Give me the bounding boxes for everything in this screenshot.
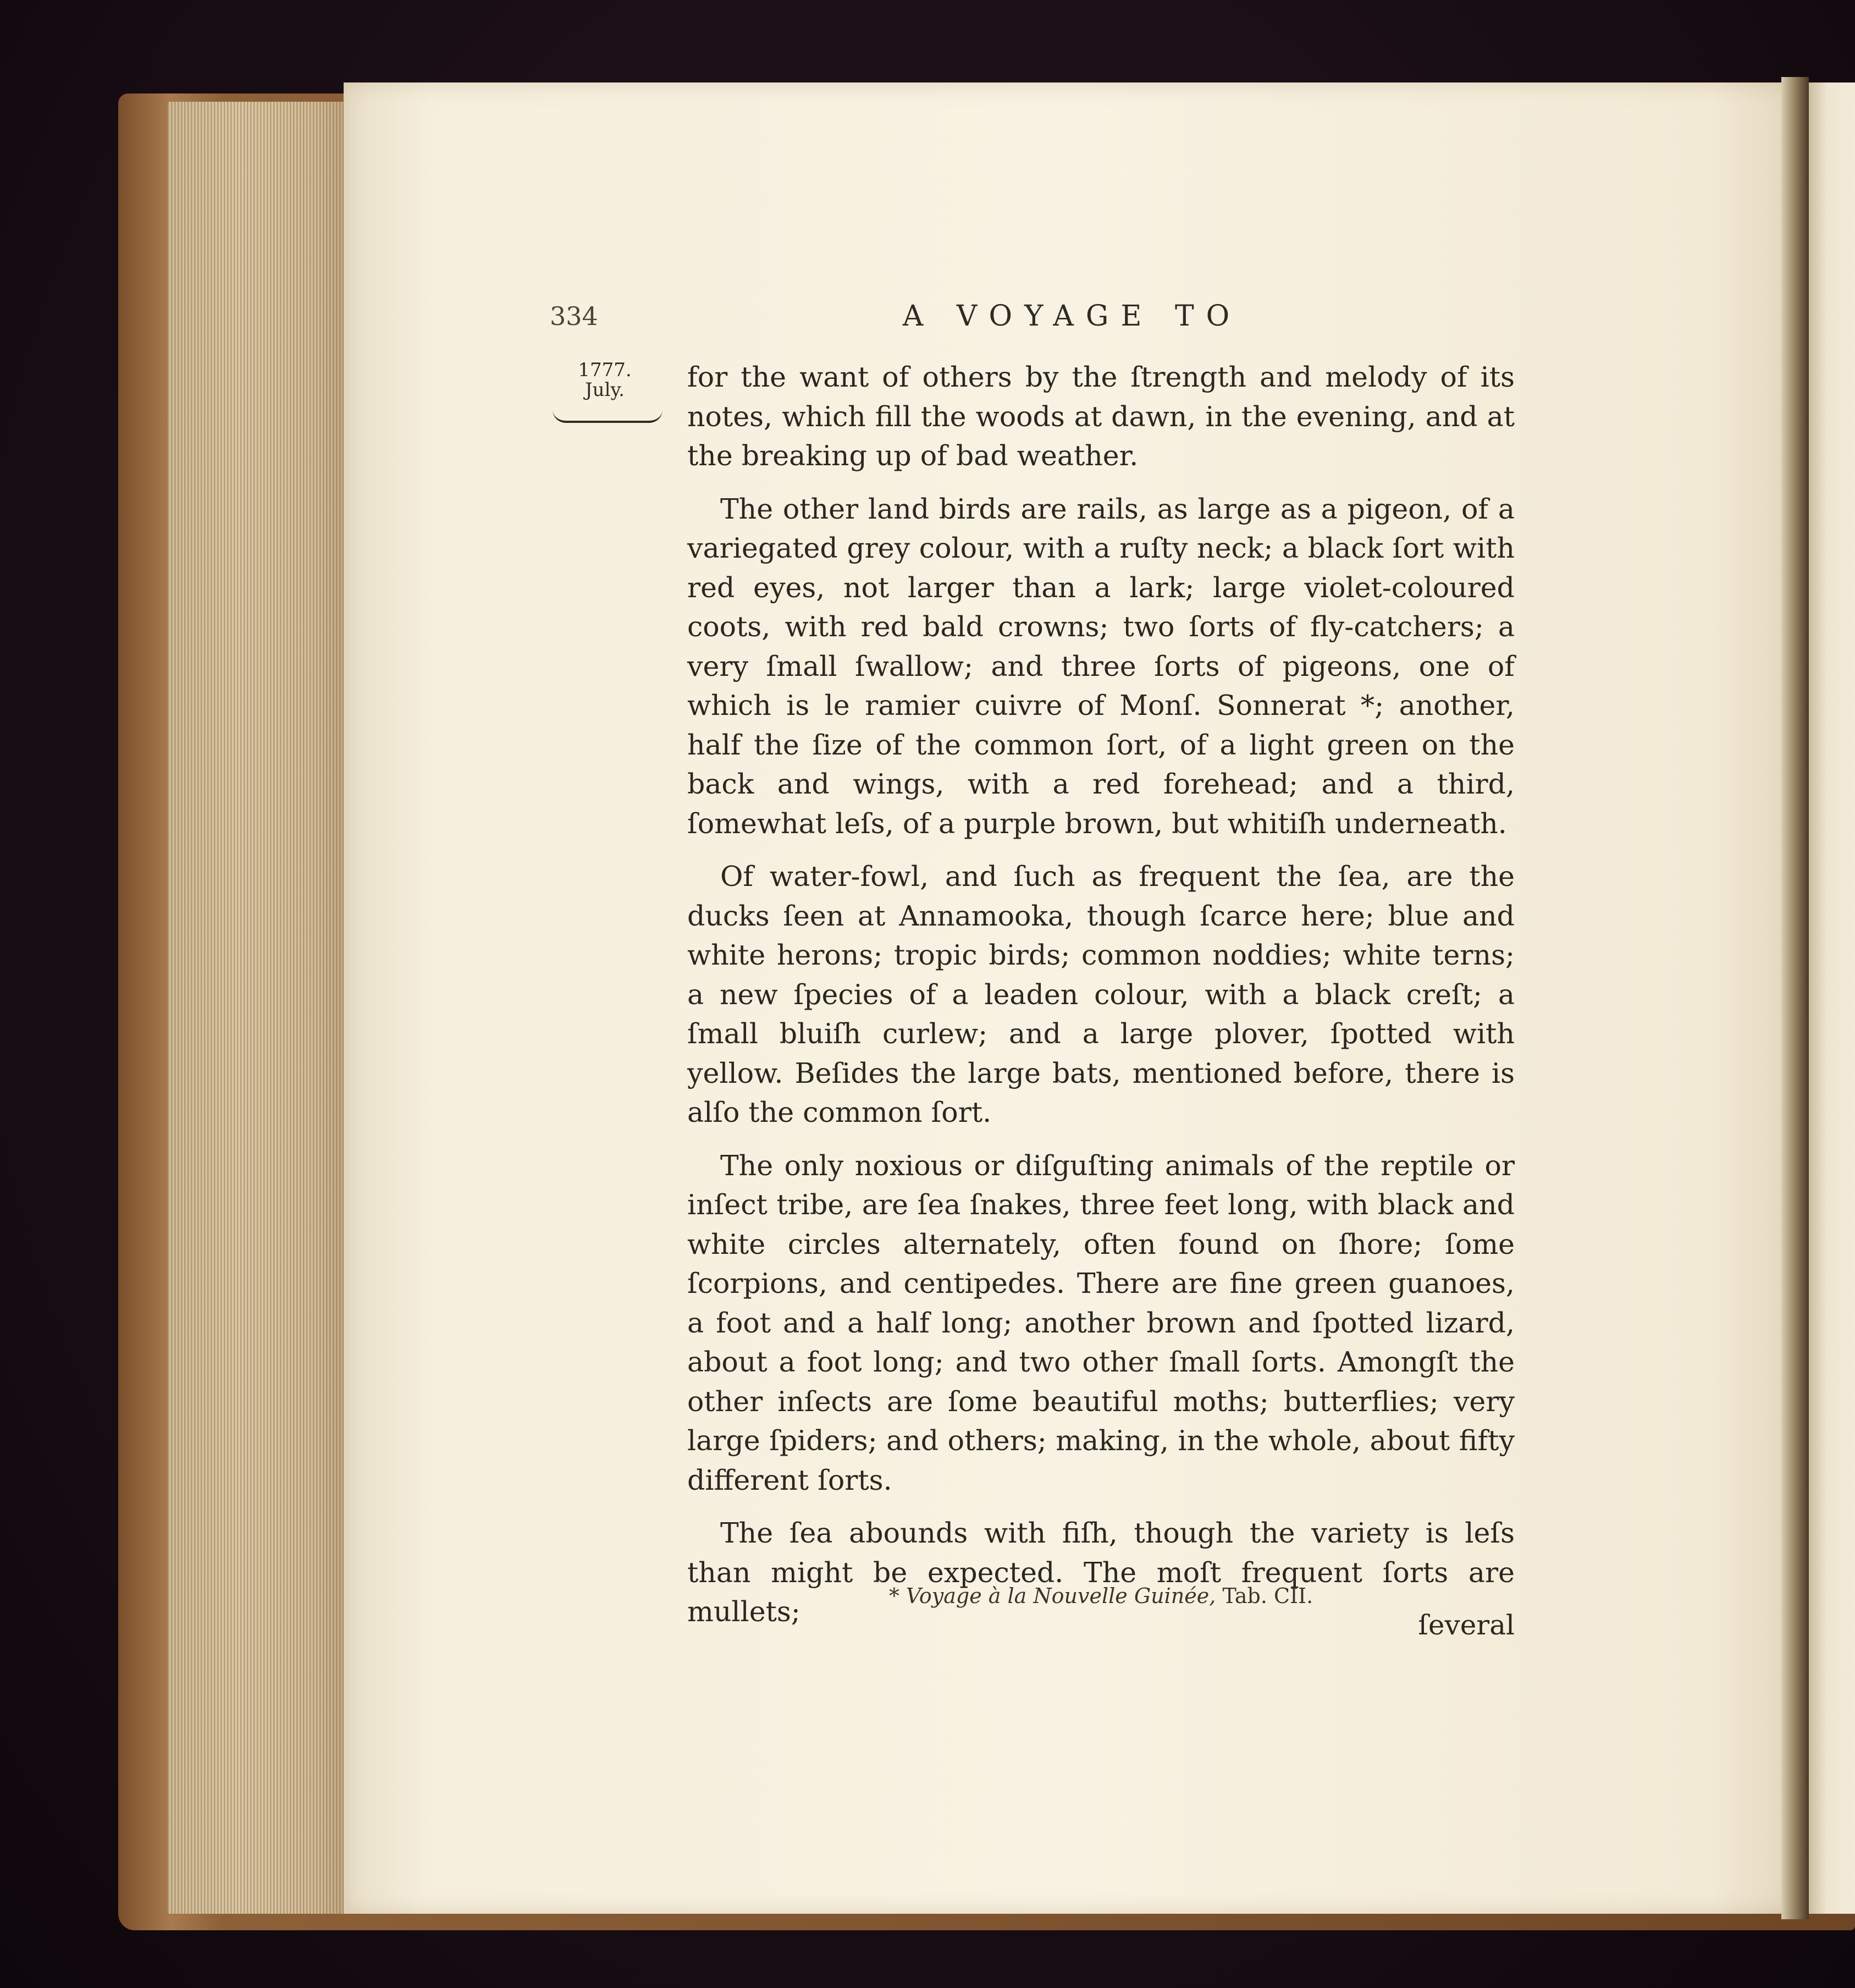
page-number: 334 <box>550 301 598 331</box>
body-text <box>687 357 1515 1645</box>
facing-page <box>1809 82 1855 1914</box>
footnote <box>687 1584 1515 1608</box>
paragraph-2: The other land birds are rails, as large as a pigeon, of a variegated grey colour, with a ruſty neck; a black ſort with red eyes, not larger than a lark; large violet-coloured coots, with red bald crowns; two ſorts of fly-catchers; a very ſmall ſwallow; and three ſorts of pigeons, one of which is le ramier cuivre of Monſ. Sonnerat *; another, half the ſize of the common ſort, of a light green on the back and wings, with a red forehead; and a third, ſomewhat leſs, of a purple brown, but whitiſh underneath. <box>687 492 1515 840</box>
paragraph-3: Of water-fowl, and ſuch as frequent the ſea, are the ducks ſeen at Annamooka, though ſcarce here; blue and white herons; tropic birds; common noddies; white terns; a new ſpecies of a leaden colour, with a black creſt; a ſmall bluiſh curlew; and a large plover, ſpotted with yellow. Beſides the large bats, mentioned before, there is alſo the common ſort. <box>687 860 1515 1128</box>
paragraph-1: for the want of others by the ſtrength and melody of its notes, which fill the woods at dawn, in the evening, and at the breaking up of bad weather. <box>687 361 1515 472</box>
footnote-ref: Tab. CII. <box>1222 1584 1313 1608</box>
running-title: A VOYAGE TO <box>902 300 1242 333</box>
book-gutter <box>1781 77 1809 1919</box>
paragraph-5: The ſea abounds with fiſh, though the variety is leſs than might be expected. The moſt frequent ſorts are mullets; <box>687 1517 1515 1628</box>
margin-date-note <box>566 360 643 400</box>
margin-month: July. <box>585 379 625 401</box>
page-edges <box>168 102 349 1914</box>
footnote-text: * Voyage à la Nouvelle Guinée, <box>888 1584 1216 1608</box>
margin-year: 1777. <box>578 359 632 381</box>
paragraph-4: The only noxious or diſguſting animals of the reptile or inſect tribe, are ſea ſnakes, three feet long, with black and white circles alternately, often found on ſhore; ſome ſcorpions, and centipedes. There are fine green guanoes, a foot and a half long; another brown and ſpotted lizard, about a foot long; and two other ſmall ſorts. Amongſt the other inſects are ſome beautiful moths; butterflies; very large ſpiders; and others; making, in the whole, about fifty different ſorts. <box>687 1149 1515 1496</box>
margin-brace <box>553 410 662 423</box>
catchword: ſeveral <box>1418 1609 1515 1641</box>
